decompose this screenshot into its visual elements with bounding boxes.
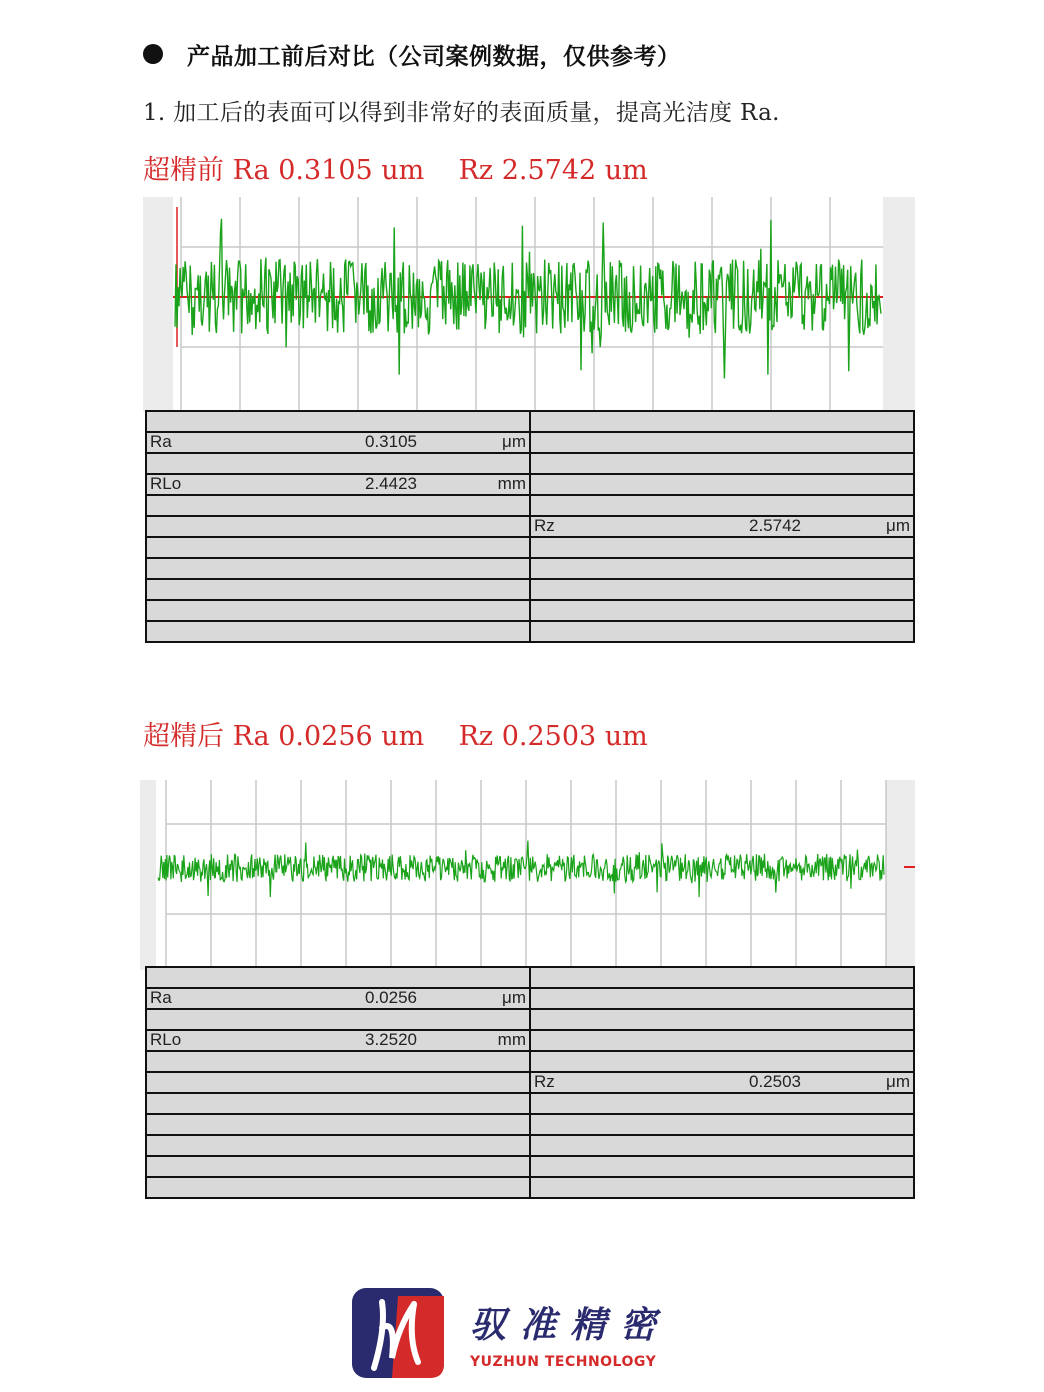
rz-value: 2.5742 xyxy=(749,516,801,535)
rlo-value: 2.4423 xyxy=(365,474,417,493)
rlo-value: 3.2520 xyxy=(365,1030,417,1049)
table-row xyxy=(147,410,913,431)
rz-unit: μm xyxy=(886,516,910,535)
rlo-unit: mm xyxy=(497,474,526,493)
ra-label: Ra xyxy=(150,432,172,451)
rz-unit: μm xyxy=(886,1072,910,1091)
table-row xyxy=(147,1029,913,1050)
table-row xyxy=(147,620,913,643)
table-row xyxy=(147,431,913,452)
table-row xyxy=(147,1176,913,1199)
ra-cell xyxy=(147,989,529,1008)
after-profile-plot xyxy=(140,780,915,970)
table-row xyxy=(147,536,913,557)
rz-cell xyxy=(529,1073,913,1092)
after-caption: 超精后 Ra 0.0256 um Rz 0.2503 um xyxy=(143,721,648,752)
rz-cell xyxy=(529,517,913,536)
ra-value: 0.0256 xyxy=(365,988,417,1007)
after-profile-chart xyxy=(140,780,915,970)
table-row xyxy=(147,494,913,515)
rz-label: Rz xyxy=(534,516,555,535)
logo-chinese-name: 驭准精密 xyxy=(470,1303,671,1346)
table-row xyxy=(147,452,913,473)
rlo-label: RLo xyxy=(150,1030,182,1049)
bullet-icon xyxy=(143,44,163,64)
rlo-cell xyxy=(147,1031,529,1050)
rz-value: 0.2503 xyxy=(749,1072,801,1091)
table-row xyxy=(147,987,913,1008)
yuzhun-logo-icon xyxy=(352,1288,444,1378)
chart-left-margin xyxy=(143,197,173,412)
table-row xyxy=(147,473,913,494)
table-row xyxy=(147,578,913,599)
rlo-cell xyxy=(147,475,529,494)
before-profile-chart xyxy=(143,197,915,412)
section-heading xyxy=(143,36,681,72)
logo-english-name: YUZHUN TECHNOLOGY xyxy=(470,1353,657,1370)
ra-unit: μm xyxy=(502,432,526,451)
company-logo xyxy=(352,1288,670,1378)
after-measurement-table xyxy=(145,966,915,1199)
ra-cell xyxy=(147,433,529,452)
table-row xyxy=(147,557,913,578)
chart-right-margin xyxy=(883,197,915,412)
before-caption: 超精前 Ra 0.3105 um Rz 2.5742 um xyxy=(143,155,648,186)
table-row xyxy=(147,1008,913,1029)
chart-left-margin xyxy=(140,780,156,970)
table-row xyxy=(147,599,913,620)
rz-label: Rz xyxy=(534,1072,555,1091)
intro-paragraph: 1. 加工后的表面可以得到非常好的表面质量，提高光洁度 Ra. xyxy=(143,100,780,126)
before-measurement-table xyxy=(145,410,915,643)
before-profile-plot xyxy=(143,197,915,412)
table-row xyxy=(147,966,913,987)
table-row xyxy=(147,1134,913,1155)
table-row xyxy=(147,1050,913,1071)
ra-label: Ra xyxy=(150,988,172,1007)
table-row xyxy=(147,1071,913,1092)
heading-text: 产品加工前后对比（公司案例数据，仅供参考） xyxy=(187,43,681,70)
rlo-label: RLo xyxy=(150,474,182,493)
table-row xyxy=(147,1092,913,1113)
ra-unit: μm xyxy=(502,988,526,1007)
table-row xyxy=(147,1155,913,1176)
table-row xyxy=(147,1113,913,1134)
ra-value: 0.3105 xyxy=(365,432,417,451)
chart-right-margin xyxy=(886,780,915,970)
table-row xyxy=(147,515,913,536)
rlo-unit: mm xyxy=(497,1030,526,1049)
